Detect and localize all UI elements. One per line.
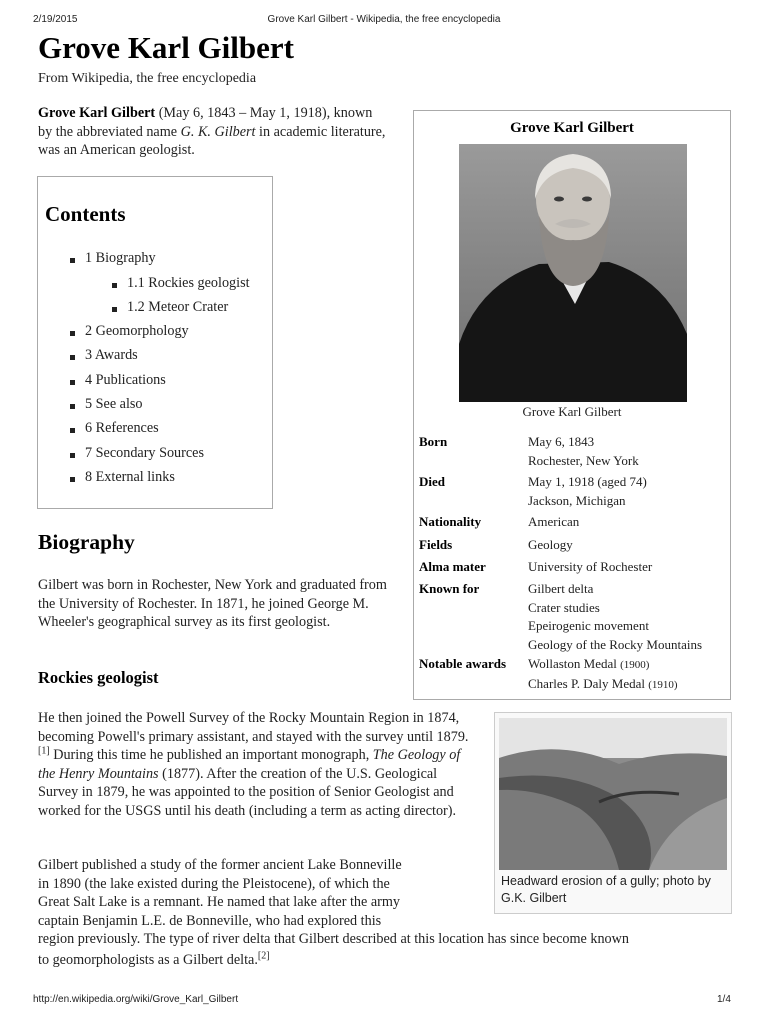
infobox: Grove Karl Gilbert Grove Karl Gilbert Born May 6, 1843 Rochester, New York Died May 1, 1918 (aged 74) Jackson, Michigan Nationality American Fields Geology Alma mater University of Rochester Known for Gilbert delta Crater studies Epeirogenic movement Geology of the Rocky Mountains Notable awards Wollaston Medal (1900) Charles P. Daly Medal (1910) <box>413 110 731 700</box>
gully-photo[interactable] <box>499 718 727 870</box>
toc-item-meteor-crater[interactable]: 1.2 Meteor Crater <box>127 299 229 315</box>
toc-item-publications[interactable]: 4 Publications <box>85 372 166 388</box>
book-title: The Geology of the Henry Mountains <box>38 747 461 782</box>
gully-thumbnail <box>494 712 732 914</box>
section-heading-biography: Biography <box>38 530 135 554</box>
portrait-image[interactable] <box>459 144 687 402</box>
intro-paragraph: Grove Karl Gilbert (May 6, 1843 – May 1, 1918), known by the abbreviated name G. K. Gilbert in academic literature, was an American geologist. <box>38 105 386 158</box>
toc-item-rockies-geologist[interactable]: 1.1 Rockies geologist <box>127 275 250 291</box>
page-subtitle: From Wikipedia, the free encyclopedia <box>38 71 257 86</box>
reference-link-2[interactable]: [2] <box>257 949 270 961</box>
toc-item-external-links[interactable]: 8 External links <box>85 469 175 485</box>
subsection-heading-rockies-geologist: Rockies geologist <box>38 668 159 687</box>
reference-link-1[interactable]: [1] <box>38 745 50 757</box>
print-date: 2/19/2015 <box>33 14 78 25</box>
page-title: Grove Karl Gilbert <box>38 30 294 65</box>
print-url: http://en.wikipedia.org/wiki/Grove_Karl_Gilbert <box>33 994 239 1005</box>
toc-item-biography[interactable]: 1 Biography <box>85 250 156 266</box>
print-page-title: Grove Karl Gilbert - Wikipedia, the free encyclopedia <box>267 14 501 25</box>
toc-item-awards[interactable]: 3 Awards <box>85 347 138 363</box>
toc-item-see-also[interactable]: 5 See also <box>85 396 143 412</box>
toc-item-secondary-sources[interactable]: 7 Secondary Sources <box>85 445 204 461</box>
toc-item-references[interactable]: 6 References <box>85 420 159 436</box>
infobox-title: Grove Karl Gilbert <box>510 120 634 136</box>
biography-paragraph: Gilbert was born in Rochester, New York and graduated from the University of Rochester. In 1871, he joined George M. Wheeler's geographical survey as its first geologist. <box>38 577 387 630</box>
toc-title: Contents <box>45 202 126 226</box>
print-page-number: 1/4 <box>717 994 731 1005</box>
table-of-contents <box>37 176 273 509</box>
bonneville-paragraph: Gilbert published a study of the former ancient Lake Bonneville in 1890 (the lake existed during the Pleistocene), of which the Great Salt Lake is a remnant. He named that lake after the army captain Benjamin L.E. de Bonneville, who had explored this region previously. The type of river delta that Gilbert described at this location has since become known to geomorphologists as a Gilbert delta.[2] <box>38 857 629 968</box>
intro-abbrev: G. K. Gilbert <box>180 123 256 140</box>
infobox-image-caption: Grove Karl Gilbert <box>522 404 622 419</box>
gully-caption: Headward erosion of a gully; photo by G.K. Gilbert <box>501 874 711 905</box>
toc-item-geomorphology[interactable]: 2 Geomorphology <box>85 323 189 339</box>
rockies-paragraph: He then joined the Powell Survey of the Rocky Mountain Region in 1874, becoming Powell's primary assistant, and stayed with the survey until 1879.[1] During this time he published an important monograph, The Geology of the Henry Mountains (1877). After the creation of the U.S. Geological Survey in 1879, he was appointed to the position of Senior Geologist and worked for the USGS until his death (including a term as acting director). <box>38 710 469 819</box>
intro-name: Grove Karl Gilbert <box>38 105 156 121</box>
